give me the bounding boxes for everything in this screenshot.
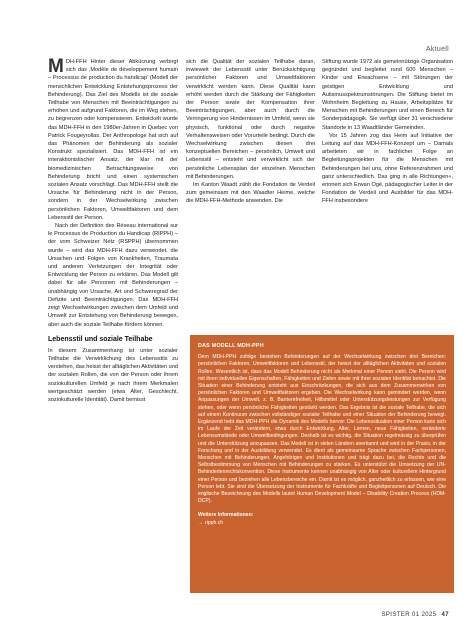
body-paragraph: Nach der Definition des Réseau international sur le Processus de Production du Handicap (RIPPH) – der vom Schweizer Netz (RSPPH) übernommen wurde – wird das MDH-FFH dazu verwendet, die Ursachen und Folgen von Krankheiten, Traumata und anderen Verletzungen der Integrität oder Entwicklung der Person zu erklären. Das Modell gilt dabei für alle Personen mit Behinderungen – unabhängig von Ursache, Art und Schweregrad der Defizite und Beeinträchtigungen. Das MDH-FFH zeigt Wechselwirkungen zwischen dem Umfeld und Umwelt zur Entstehung von Behinderung bewegen, aber auch die soziale Teilhabe fördern können. [48, 223, 178, 328]
page-number: 47 [441, 612, 449, 618]
subheading: Lebensstil und soziale Teilhabe [48, 335, 153, 343]
body-paragraph: Im Kanton Waadt zählt die Fondation de Verdeil zum gemeinsam mit den Waadter Heime, welche die MDH-FFH-Methode anwenden. Die [186, 182, 315, 205]
text-column-2 [186, 58, 315, 206]
lead-paragraph-text: DH-FFH Hinter dieser Abkürzung verbirgt sich das ‚Modèle de développement humain – Processus de production du handicap' (Modell der menschlichen Entwicklung Entstehungsprozess der Behinderung). Das Ziel des Modells ist die soziale Teilhabe von Menschen mit Beeinträchtigungen zu erhöhen und aufgrund Faktoren, die im Weg stehen, zu begrenzen oder kompensieren. Entwickelt wurde das MDH-FFH in den 1980er-Jahren in Quebec von Patrick Fougeyrollas. Der Anthropologe hat sich auf das Phänomen der Behinderung als sozialer Konstrukt spezialisiert. Das MDH-FFH ist ein interaktionistischer Ansatz, der klar mit der biomedizinischen Betrachtungsweise von Behinderung bricht und einen systemischen sozialen Ansatz vorschlägt. Das MDH-FFH stellt die Ursache für Behinderung nicht in der Person, sondern in der Wechselwirkung zwischen persönlichen Faktoren, Umweltfaktoren und dem Lebensstil der Person. [48, 59, 178, 221]
page-footer [381, 612, 449, 618]
body-paragraph: In diesem Zusammenhang ist unter sozialer Teilhabe die Verwirklichung des Lebensstils zu verstehen, das heisst der alltäglichen Aktivitäten und der sozialen Rollen, die von der Person oder ihrem soziokulturellen Umfeld je nach ihrem Merkmalen wertgeschätzt werden (etwa Alter, Geschlecht, soziokulturelle Identität). Damit bemisst [48, 347, 178, 403]
body-paragraph: sich die Qualität der sozialen Teilhabe daran, inwieweit der Lebensstil unter Berücksichtigung persönlicher Faktoren und Umweltfaktoren verwirklicht werden kann. Diese Qualität kann erhöht werden durch die Stärkung der Fähigkeiten der Person sowie der Kompensation ihrer Beeinträchtigungen, aber auch durch die Verringerung von Hindernissen im Umfeld, wenn sie physisch, funktional oder durch negative Verhaltensweisen oder Vorurteile bedingt. Durch die Wechselwirkung zwischen diesen drei konzeptuellen Bereichen – persönlich, Umwelt und Lebensstil – entsteht und verwirklicht sich der persönliche Lebensplan der einzelnen Menschen mit Behinderungen. [186, 59, 315, 180]
drop-cap: M [48, 56, 64, 77]
more-info-link[interactable] [198, 520, 223, 527]
info-box-body: Dem MDH-PPH zufolge bestehen Behinderungen auf der Wechselwirkung zwischen drei Bereichen: persönlichen Faktoren, Umweltfaktoren und Lebensstil, der heisst der alltäglichen Aktivitäten und sozialen Rollen. Wesentlich ist, dass das Modell Behinderung nicht als Merkmal einer Person sieht. Die Person wird mit ihren individuellen Eigenschaften, Fähigkeiten und Zielen sowie mit ihrer sozialen Identität betrachtet. Die Situation einer Behinderung entsteht aus Einschränkungen, die sich aus dem Zusammenwirken von persönlichen Faktoren und Umweltfaktoren ergeben. Die Wechselwirkung kann gemindert werden, wenn Anpassungen der Umwelt, z. B. Barrierefreiheit, Hilfsmittel oder Unterstützungsleistungen zur Verfügung stehen, oder wenn persönliche Fähigkeiten gestärkt werden. Das Ergebnis ist die soziale Teilhabe, die sich auf einem Kontinuum zwischen vollständiger sozialer Teilhabe und einer Situation der Behinderung bewegt. Ergänzend hebt das MDH-PPH die Dynamik des Modells hervor: Die Lebenssituation einer Person kann sich im Laufe der Zeit verändern, etwa durch Entwicklung, Alter, Lernen, neue Fähigkeiten, veränderte Lebensumstände oder Umweltbedingungen. Deshalb ist es wichtig, die Situation regelmässig zu überprüfen und die Unterstützung anzupassen. Das Modell ist in vielen Ländern anerkannt und wird in der Praxis, in der Forschung und in der Ausbildung verwendet. Es dient als gemeinsame Sprache zwischen Fachpersonen, Menschen mit Behinderungen, Angehörigen und Institutionen und trägt dazu bei, die Rechte und die Selbstbestimmung von Menschen mit Behinderungen zu stärken. Es unterstützt die Umsetzung der UN-Behindertenrechtskonvention. Diese Instrumente kennen unabhängig von Alter oder kulturellem Hintergrund einer Person und beziehen alle Lebensbereiche ein. Damit ist es möglich, ganzheitlich zu erfassen, wie eine Person lebt. Sie sind die Übersetzung der Instrumente für Fachkräfte und Begleitpersonen auf Deutsch. Die englische Bezeichnung des Modells lautet Human Development Model – Disability Creation Process (HDM-DCP). [198, 354, 446, 505]
lead-paragraph [48, 58, 178, 222]
arrow-right-icon: → [198, 519, 203, 526]
info-box-title: DAS MODELL MDH-PPH [198, 343, 264, 349]
body-paragraph: Vor 15 Jahren zog das Heim auf Initiative der Leitung auf das MDH-FFH-Konzept um – Damals arbeiteten wir in fachlicher Folge an Begleitungsprojekten für die Menschen mit Behinderungen bei uns, ohne Referenzrahmen und ganz unterschiedlich. Das ging in alle Richtungen«, erinnert sich Erwan Ogé, pädagogischer Leiter in der Fondation de Verdeil und Ausbilder für das MDH-FFH insbesondere [322, 132, 453, 205]
more-info-label: Weitere Informationen: [198, 512, 254, 519]
text-column-3 [322, 58, 453, 206]
info-box [190, 335, 454, 593]
body-paragraph: Stiftung wurde 1972 als gemeinnützige Organisation gegründet und begleitet rund 600 Menschen – Kinder und Erwachsene – mit Störungen der geistigen Entwicklung und Autismusspektrumstörungen. Die Stiftung bietet im Wohnheim Begleitung zu Hause, Arbeitsplätze für Menschen mit Behinderungen und einen Bereich für Sonderpädagogik. Sie verfügt über 31 verschiedene Standorte in 13 Waadtländer Gemeinden. [322, 59, 453, 131]
section-label: Aktuell [425, 46, 449, 53]
text-column-1 [48, 58, 178, 404]
issue-label: SPISTER 01 2025 [381, 612, 437, 618]
link-text[interactable]: ripph.ch [205, 519, 224, 526]
